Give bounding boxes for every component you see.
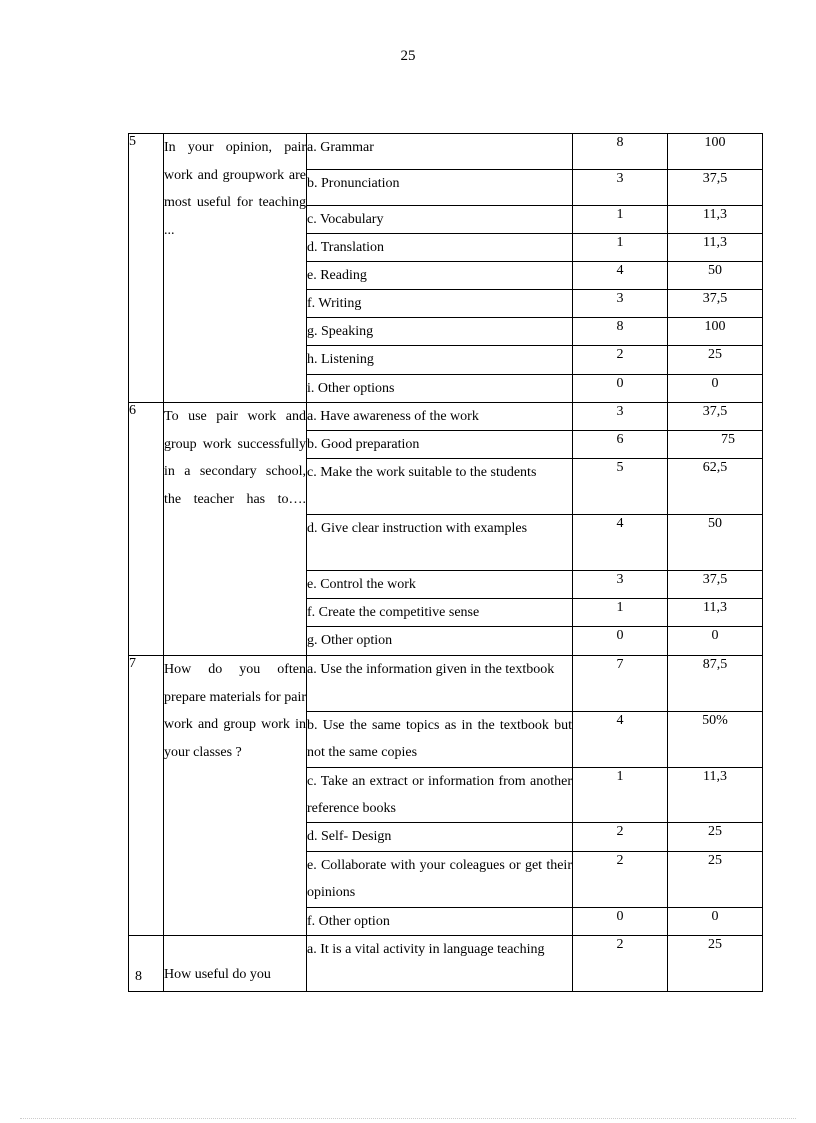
response-count: 4 xyxy=(573,262,668,290)
option-label: f. Writing xyxy=(307,290,573,318)
option-label: g. Speaking xyxy=(307,318,573,346)
option-label: b. Use the same topics as in the textbook but not the same copies xyxy=(307,712,573,768)
response-count: 5 xyxy=(573,459,668,515)
response-percent: 11,3 xyxy=(668,768,763,823)
survey-results-table xyxy=(128,133,763,992)
response-percent: 100 xyxy=(668,318,763,346)
option-label: b. Pronunciation xyxy=(307,170,573,206)
response-percent: 11,3 xyxy=(668,599,763,627)
response-percent: 25 xyxy=(668,346,763,375)
page-number: 25 xyxy=(400,48,416,64)
response-percent: 11,3 xyxy=(668,206,763,234)
option-label: d. Translation xyxy=(307,234,573,262)
response-count: 7 xyxy=(573,656,668,712)
response-count: 8 xyxy=(573,134,668,170)
response-percent: 37,5 xyxy=(668,170,763,206)
option-label: e. Control the work xyxy=(307,571,573,599)
question-text: How useful do you xyxy=(164,936,307,992)
option-label: f. Other option xyxy=(307,908,573,936)
response-count: 8 xyxy=(573,318,668,346)
response-count: 0 xyxy=(573,375,668,403)
response-count: 6 xyxy=(573,431,668,459)
response-count: 2 xyxy=(573,346,668,375)
option-label: g. Other option xyxy=(307,627,573,656)
option-label: i. Other options xyxy=(307,375,573,403)
response-percent: 37,5 xyxy=(668,403,763,431)
question-number: 5 xyxy=(129,134,164,403)
option-label: a. It is a vital activity in language teaching xyxy=(307,936,573,992)
response-percent: 25 xyxy=(668,936,763,992)
response-count: 4 xyxy=(573,515,668,571)
question-number: 7 xyxy=(129,656,164,936)
response-percent: 62,5 xyxy=(668,459,763,515)
response-count: 3 xyxy=(573,290,668,318)
response-percent: 50 xyxy=(668,515,763,571)
option-label: d. Self- Design xyxy=(307,823,573,852)
response-percent: 0 xyxy=(668,375,763,403)
response-percent: 37,5 xyxy=(668,571,763,599)
response-count: 3 xyxy=(573,571,668,599)
response-count: 0 xyxy=(573,627,668,656)
option-label: d. Give clear instruction with examples xyxy=(307,515,573,571)
option-label: h. Listening xyxy=(307,346,573,375)
table-row xyxy=(129,134,763,170)
question-text: How do you often prepare materials for pair work and group work in your classes ? xyxy=(164,656,307,936)
option-label: a. Have awareness of the work xyxy=(307,403,573,431)
response-percent: 37,5 xyxy=(668,290,763,318)
response-count: 0 xyxy=(573,908,668,936)
question-number: 8 xyxy=(129,936,164,992)
response-percent: 87,5 xyxy=(668,656,763,712)
option-label: c. Take an extract or information from another reference books xyxy=(307,768,573,823)
response-percent: 75 xyxy=(668,431,763,459)
page-bottom-rule xyxy=(20,1118,796,1119)
question-text: To use pair work and group work successfully in a secondary school, the teacher has to…. xyxy=(164,403,307,656)
response-count: 1 xyxy=(573,206,668,234)
table-row xyxy=(129,656,763,712)
response-percent: 0 xyxy=(668,908,763,936)
table-row xyxy=(129,936,763,992)
response-count: 1 xyxy=(573,599,668,627)
table-row xyxy=(129,403,763,431)
option-label: a. Use the information given in the textbook xyxy=(307,656,573,712)
response-percent: 25 xyxy=(668,852,763,908)
response-percent: 50% xyxy=(668,712,763,768)
response-percent: 0 xyxy=(668,627,763,656)
response-percent: 50 xyxy=(668,262,763,290)
response-count: 3 xyxy=(573,170,668,206)
response-count: 4 xyxy=(573,712,668,768)
question-number: 6 xyxy=(129,403,164,656)
response-count: 1 xyxy=(573,768,668,823)
option-label: b. Good preparation xyxy=(307,431,573,459)
option-label: e. Reading xyxy=(307,262,573,290)
option-label: c. Vocabulary xyxy=(307,206,573,234)
response-percent: 11,3 xyxy=(668,234,763,262)
response-count: 1 xyxy=(573,234,668,262)
response-count: 2 xyxy=(573,852,668,908)
response-count: 2 xyxy=(573,936,668,992)
response-count: 2 xyxy=(573,823,668,852)
option-label: f. Create the competitive sense xyxy=(307,599,573,627)
option-label: e. Collaborate with your coleagues or get their opinions xyxy=(307,852,573,908)
response-count: 3 xyxy=(573,403,668,431)
response-percent: 25 xyxy=(668,823,763,852)
option-label: c. Make the work suitable to the students xyxy=(307,459,573,515)
option-label: a. Grammar xyxy=(307,134,573,170)
question-text: In your opinion, pair work and groupwork are most useful for teaching ... xyxy=(164,134,307,403)
response-percent: 100 xyxy=(668,134,763,170)
